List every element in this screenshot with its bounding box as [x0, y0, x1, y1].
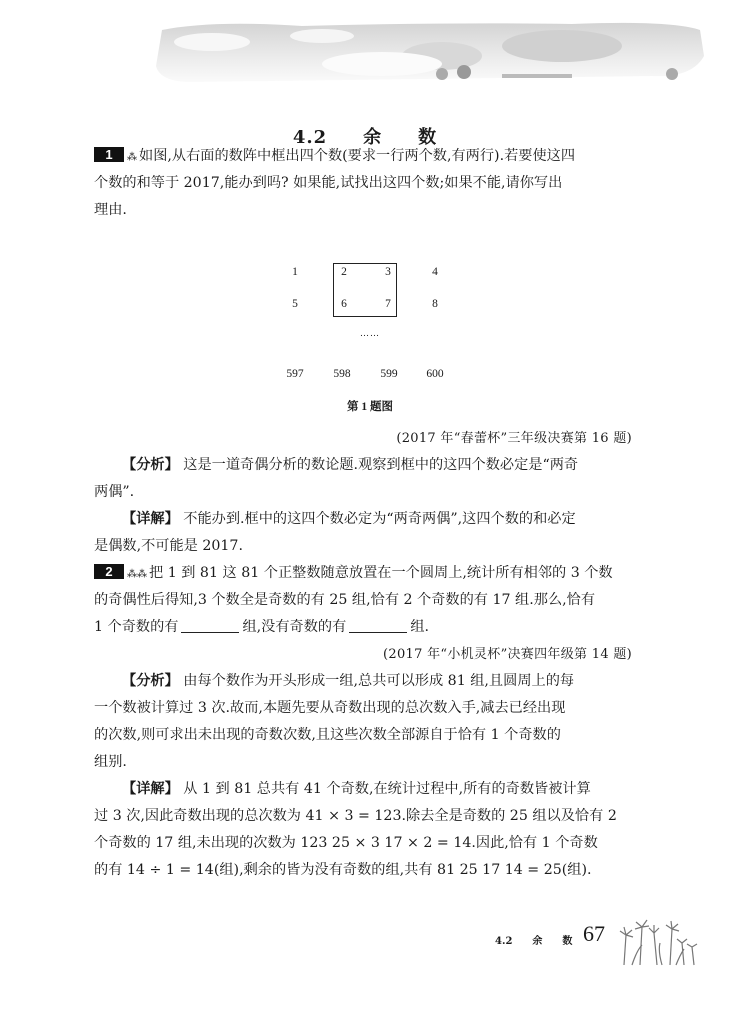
problem-number-badge: 1	[94, 147, 124, 162]
analysis-label: 【分析】	[122, 457, 179, 473]
solution-text: 过 3 次,因此奇数出现的总次数为 41 × 3 = 123.除去全是奇数的 25 组以及恰有 2	[94, 808, 617, 824]
problem-text-line: 如图,从右面的数阵中框出四个数(要求一行两个数,有两行).若要使这四	[139, 148, 576, 164]
problem-text-line: 组,没有奇数的有	[242, 619, 347, 635]
solution-text: 是偶数,不可能是 2017.	[94, 538, 243, 554]
analysis-text: 一个数被计算过 3 次.故而,本题先要从奇数出现的总次数入手,减去已经出现	[94, 700, 566, 716]
grid-cell: 8	[432, 298, 438, 310]
grid-cell: 598	[333, 368, 351, 380]
answer-blank-2[interactable]	[349, 618, 407, 633]
analysis-text: 的次数,则可求出未出现的奇数次数,且这些次数全部源自于恰有 1 个奇数的	[94, 727, 561, 743]
grid-cell: 1	[292, 266, 298, 278]
number-grid-figure	[270, 258, 470, 418]
footer-word2: 数	[562, 936, 573, 947]
problem-number-badge: 2	[94, 564, 124, 579]
solution-text: 从 1 到 81 总共有 41 个奇数,在统计过程中,所有的奇数皆被计算	[183, 781, 591, 797]
grid-cell: 6	[341, 298, 347, 310]
footer-word1: 余	[532, 936, 543, 947]
grid-cell: 600	[426, 368, 444, 380]
ellipsis: ……	[360, 328, 380, 338]
landscape-banner-icon	[152, 16, 707, 86]
problem-2	[94, 560, 632, 884]
grid-cell: 599	[380, 368, 398, 380]
difficulty-star-icon: ⁂⁂	[127, 569, 147, 580]
analysis-label: 【分析】	[122, 673, 179, 689]
solution-text: 个奇数的 17 组,未出现的次数为 123 25 × 3 17 × 2 = 14.因此,恰有 1 个奇数	[94, 835, 598, 851]
solution-text: 不能办到.框中的这四个数必定为“两奇两偶”,这四个数的和必定	[183, 511, 576, 527]
problem-text-line: 理由.	[94, 202, 127, 218]
section-title-word1: 余	[363, 127, 383, 148]
problem-text-line: 个数的和等于 2017,能办到吗? 如果能,试找出这四个数;如果不能,请你写出	[94, 175, 563, 191]
problem-source: (2017 年“春蕾杯”三年级决赛第 16 题)	[396, 431, 632, 446]
figure-caption: 第 1 题图	[347, 401, 393, 413]
grid-cell: 597	[286, 368, 304, 380]
analysis-text: 组别.	[94, 754, 127, 770]
analysis-text: 这是一道奇偶分析的数论题.观察到框中的这四个数必定是“两奇	[183, 457, 579, 473]
solution-text: 的有 14 ÷ 1 = 14(组),剩余的皆为没有奇数的组,共有 81 25 17 14 = 25(组).	[94, 862, 592, 878]
answer-blank-1[interactable]	[181, 618, 239, 633]
problem-text-line: 组.	[410, 619, 430, 635]
solution-label: 【详解】	[122, 511, 179, 527]
problem-text-line: 把 1 到 81 这 81 个正整数随意放置在一个圆周上,统计所有相邻的 3 个数	[149, 565, 613, 581]
grid-cell: 3	[385, 266, 391, 278]
problem-1	[94, 143, 632, 224]
page-number: 67	[583, 921, 605, 946]
grid-cell: 5	[292, 298, 298, 310]
section-title-word2: 数	[418, 127, 438, 148]
grid-cell: 2	[341, 266, 347, 278]
running-footer	[495, 932, 572, 947]
problem-text-line: 的奇偶性后得知,3 个数全是奇数的有 25 组,恰有 2 个奇数的有 17 组.那么,恰有	[94, 592, 596, 608]
section-number: 4.2	[292, 127, 328, 148]
problem-text-line: 1 个奇数的有	[94, 619, 179, 635]
grid-cell: 4	[432, 266, 438, 278]
analysis-text: 由每个数作为开头形成一组,总共可以形成 81 组,且圆周上的每	[183, 673, 575, 689]
analysis-text: 两偶”.	[94, 484, 135, 500]
grid-cell: 7	[385, 298, 391, 310]
footer-section: 4.2	[495, 936, 513, 947]
difficulty-star-icon: ⁂	[127, 152, 137, 163]
problem-1-answer	[94, 425, 632, 560]
solution-label: 【详解】	[122, 781, 179, 797]
problem-source: (2017 年“小机灵杯”决赛四年级第 14 题)	[383, 647, 632, 662]
flowers-decoration-icon	[612, 915, 707, 970]
